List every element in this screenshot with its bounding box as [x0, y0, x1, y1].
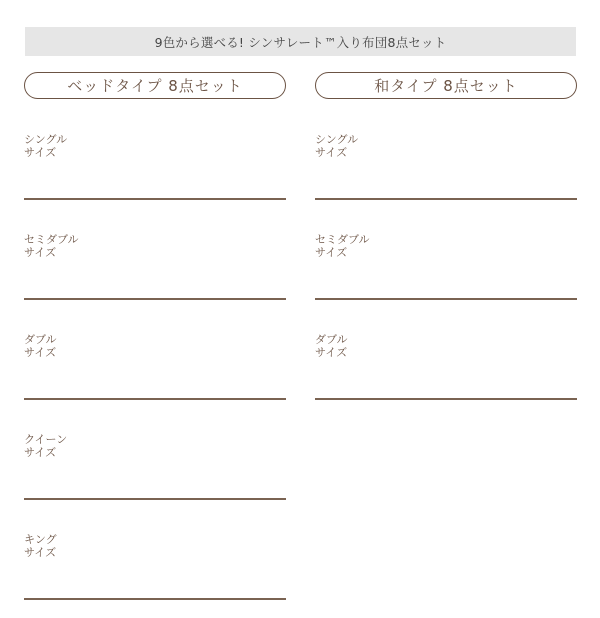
banner-text: 9色から選べる! シンサレート™入り布団8点セット	[154, 34, 447, 50]
size-label: キング サイズ	[24, 533, 57, 559]
bed-type-column	[24, 72, 286, 599]
size-label: ダブル サイズ	[24, 333, 57, 359]
size-label: ダブル サイズ	[315, 333, 348, 359]
size-divider	[24, 598, 286, 600]
wa-type-column	[315, 72, 577, 399]
bed-size-double[interactable]	[24, 299, 286, 399]
bed-type-tab[interactable]	[24, 72, 286, 99]
size-label: クイーン サイズ	[24, 433, 68, 459]
bed-type-title: ベッドタイプ 8点セット	[67, 77, 243, 95]
wa-type-tab[interactable]	[315, 72, 577, 99]
wa-size-semi-double[interactable]	[315, 199, 577, 299]
wa-type-title: 和タイプ 8点セット	[374, 77, 518, 95]
wa-size-double[interactable]	[315, 299, 577, 399]
bed-size-single[interactable]	[24, 99, 286, 199]
wa-size-single[interactable]	[315, 99, 577, 199]
size-label: シングル サイズ	[315, 133, 359, 159]
bed-size-king[interactable]	[24, 499, 286, 599]
bed-size-queen[interactable]	[24, 399, 286, 499]
size-divider	[315, 398, 577, 400]
size-label: セミダブル サイズ	[315, 233, 370, 259]
bed-size-semi-double[interactable]	[24, 199, 286, 299]
promo-banner	[25, 27, 576, 56]
size-label: セミダブル サイズ	[24, 233, 79, 259]
size-label: シングル サイズ	[24, 133, 68, 159]
